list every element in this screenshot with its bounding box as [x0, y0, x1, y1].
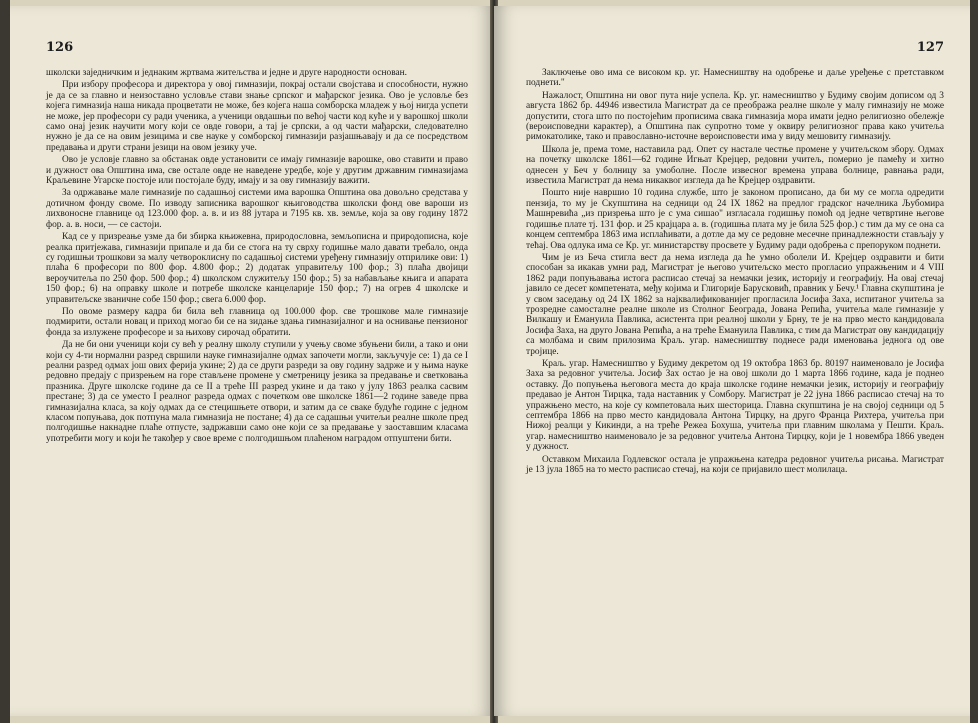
paragraph: Краљ. угар. Намесништво у Будиму декретом од 19 октобра 1863 бр. 80197 наименовало је Јосифа Заха за редовног учитеља. Јосиф Зах остао је на овој школи до 1 марта 1866 године, када је поднео оставку. До попуњења његовога места до краја школске године немачки језик, историју и географију предавао је Антон Тирцка, тада наставник у Сомбору. Магистрат је 22 јуна 1866 расписао стечај на то упражњено место, на које су компетовала њих шесторица. Главна скупштина је на својој седници од 5 септембра 1866 на прво место кандидовала Антона Тирцку, на друго Франца Рихтера, учитеља при Нижој реалци у Кикинди, а на треће Режеа Бохуша, учитеља при главним школама у Пешти. Краљ. угар. намесништво наименовало је за редовног учитеља Антона Тирцку, који је 1 новембра 1866 уведен у дужност.: [526, 358, 944, 453]
paragraph: Пошто није навршио 10 година службе, што је законом прописано, да би му се могла одредити пензија, то му је Скупштина на седници од 24 IX 1862 на предлог градског начелника Љубомира Машнревића „из призрења што је с ума сишао" изгласала годишњу помоћ од једне четвртине његове годишње плате тј. 131 фор. и 25 крајцара а. в. (годишња плата му је била 525 фор.) с тим да му се она са концем септембра 1863 има исплаћивати, а дотле да му се редовне месечне принадлежности стављају у тећај. Ова одлука има се Кр. уг. министарству просвете у Будиму ради одобрења с препоруком поднети.: [526, 188, 944, 251]
paragraph: Кад се у призреање узме да би збирка књижевна, природословна, земљописна и природописна, које реалка притјежава, гимназији припале и да би се стога на ту сврху годишње мало давати требало, онда су годишњи трошкови за малу четвороклисну по садашњој системи уређену гимназију отприлике ови: 1) плаћа 6 професори по 800 фор. 4.800 фор.; 2) додатак управитељу 100 фор.; 3) плаћа двојици вероучитеља по 250 фор. 500 фор.; 4) школском служитељу 150 фор.; 5) за набављање књига и апарата 150 фор.; 6) на оправку школе и потребе школске канцеларије 150 фор.; 7) на огрев 4 школске и управитељске званичне собе 150 фор.; свега 6.000 фор.: [46, 232, 468, 305]
scan-edge-right: [970, 0, 978, 723]
paragraph: Школа је, према томе, наставила рад. Опет су настале честње промене у учитељском збору. Одмах на почетку школске 1861—62 године Игњат Крејцер, редовни учитељ, померио је памећу и хитно однесен у Беч у болницу за умоболне. После извесног времена управа болнице, равнања ради, известила Магистрат да нема никаквог изгледа да ће Крејцер оздравити.: [526, 144, 944, 187]
page-number-right: 127: [916, 40, 944, 55]
paragraph: Заключење ово има се високом кр. уг. Намесништву на одобрење и даље уређење с претставком поднети.": [526, 68, 944, 89]
paragraph: По овоме размеру кадра би била већ главница од 100.000 фор. све трошкове мале гимназије подмирити, остали новац и приход могао би се на зидање здања гимназијалног и на оснивање пензионог фонда за излужене професоре и за њихову сирочад обратити.: [46, 306, 468, 338]
right-page-text: [526, 68, 944, 475]
paragraph: Нажалост, Општина ни овог пута није успела. Кр. уг. намесништво у Будиму својим дописом од 3 августа 1862 бр. 44946 известила Магистрат да се преобража реалне школе у малу гимназију не може допустити, стога што по постојећим прописима свака гимназија мора имати једно религиозно обележје (вероисповедни карактер), а Општина пак супротно томе у оквиру религиозног права како учитеља римокатолике, тако и православно-источне вероисповести има у виду мешовиту гимназију.: [526, 90, 944, 143]
page-number-left: 126: [46, 40, 74, 55]
left-page-text: [46, 68, 468, 444]
right-page: [494, 6, 970, 716]
paragraph: За одржавање мале гимназије по садашњој системи има варошка Општина ова довољно средстава у дотичном фонду своме. По изводу записника варошког књиговодства школски фонд ове вароши из лихвоносне главнице од 123.000 фор. а. в. и из 88 јутара и 7195 кв. хв. земље, која за ову годину 1872 фор. а. в. носи, — се састоји.: [46, 188, 468, 230]
paragraph: Да не би они ученици који су већ у реалну школу ступили у учењу своме збуњени били, а тако и они који су 4-ти нормални разред свршили науке гимназијалне одмах започети могли, закључује се: 1) да се I реални разред одмах још ових ферија укине; 2) да се други разреди за ову годину задрже и у њима науке редовно предају с призрењем на горе стављене промене у сметреницу језика за предавање и светковања празника. Друге школске године да се II а треће III разред укине и да тако у јулу 1863 реалка сасвим престане; 3) да се уместо I реалног разреда одмах с почетком ове школске 1861—2 године заведе прва гимназијална класа, за коју одмах да се стецишњете отвори, и затим да се сваке будуће године с једном класом попуњава, док потпуна мала гимназија не постане; 4) да се садашњи учитељи реалне школе пред полгодишње накнадне плаће отпусте, задржавши само оне који се за предавање у заоставшим класама употребити могу и који ће такођер у свое време с полгодишњом плаћеном наградом отпуштени бити.: [46, 340, 468, 444]
scan-edge-left: [0, 0, 10, 723]
left-page: [10, 6, 494, 716]
paragraph: Чим је из Беча стигла вест да нема изгледа да ће умно оболели И. Крејцер оздравити и бити способан за икакав умни рад, Магистрат је његово учитељско место прогласио упражњеним и 4 VIII 1862 ради попуњавања истога расписао стечај за немачки језик, историју и географију. На овај стечај јавило се десет компетената, међу којима и Глигорије Барусковић, правник у Бечу.¹ Главна скупштина је у свом заседању од 24 IX 1862 за најквалификованијег прогласила Јосифа Заха, испитаног учитеља за трозредне самосталне реалне школе из Столног Београда, Јована Репића, учитеља мале гимназије у Вилкашу и Емануила Павлика, асистента при реалној школи у Брну, те је на прво место кандидовала Јосифа Заха, на друго Јована Репића, а на треће Емануила Павлика, с тим да Магистрат ову кандидацију са молбама и свим прилозима Краљ. угар. намесништву поднесе ради именовања једнога од ове тројице.: [526, 252, 944, 357]
paragraph: При избору професора и директора у овој гимназији, покрај остали својстава и способности, нужно је да се за главно и неизоставно условље стави знање српског и мађарског језика. Ово је условље без којега гимназија наша никада процветати не може, без којега наша сомборска младеж у њој нигда успети не може, јер професори су ради ученика, а ученици овдашњи по већој части код куће и у варошкој школи само онај језик научити могу који се овде говори, а тај је српски, а од части мађарски, следователно нужно је да се на овим језицима и све науке у сомборској гимназији разјашњавају и да се посредством предавања и други страни језици на овом језику уче.: [46, 80, 468, 153]
paragraph: Оставком Михаила Годлевског остала је упражњена катедра редовног учитеља рисања. Магистрат је 13 јула 1865 на то место расписао стечај, на који се пријавило шест молилаца.: [526, 454, 944, 476]
paragraph: школски заједничким и једнаким жртвама житељства и једне и друге народности основан.: [46, 68, 408, 78]
paragraph: Ово је условје главно за обстанак овде установити се имају гимназије варошке, ово ставити и право и дужност ова Општина има, све остале овде не наведене уредбе, које у другим државним гимназијама Краљевине Угарске постоје или постојале буду, имају и за ову гимназију важити.: [46, 155, 468, 187]
